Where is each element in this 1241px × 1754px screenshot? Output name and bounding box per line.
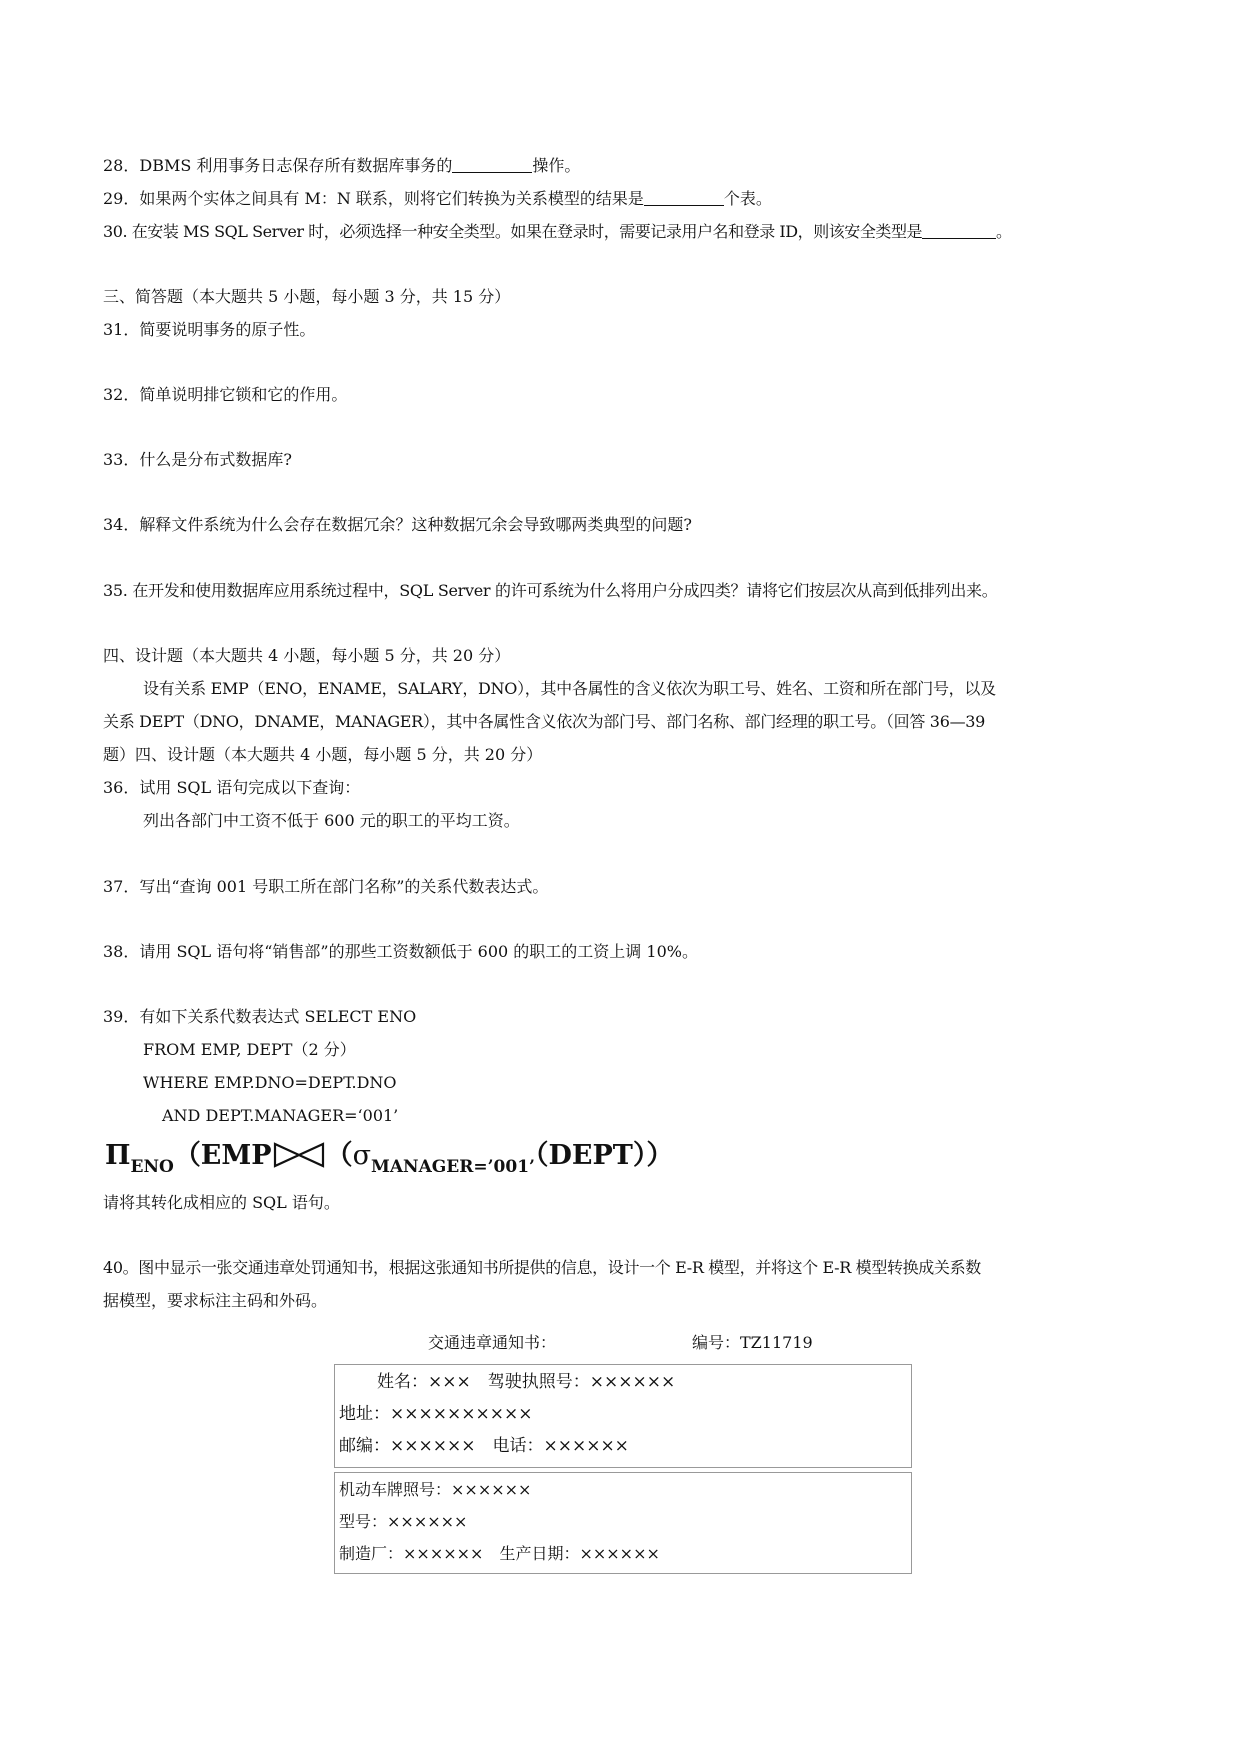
question-37: 37．写出“查询 001 号职工所在部门名称”的关系代数表达式。 [103, 877, 549, 896]
design-intro-line-2: 关系 DEPT（DNO，DNAME，MANAGER），其中各属性含义依次为部门号、部门名称、部门经理的职工号。（回答 36—39 [103, 712, 986, 731]
question-36: 36．试用 SQL 语句完成以下查询： [103, 778, 361, 797]
vehicle-plate: 机动车牌照号：×××××× [339, 1480, 532, 1499]
answer-blank [922, 222, 996, 239]
sql-and-clause: AND DEPT.MANAGER=‘001’ [162, 1106, 399, 1125]
formula-paren: （ [325, 1140, 353, 1171]
vehicle-model: 型号：×××××× [339, 1512, 468, 1531]
notice-vehicle-box [334, 1472, 912, 1574]
design-intro-line-1: 设有关系 EMP（ENO，ENAME，SALARY，DNO），其中各属性的含义依次为职工号、姓名、工资和所在部门号，以及 [143, 679, 996, 698]
question-30-tail: 。 [996, 222, 1012, 241]
question-39: 39．有如下关系代数表达式 SELECT ENO [103, 1007, 417, 1026]
question-40-line-2: 据模型，要求标注主码和外码。 [103, 1291, 328, 1310]
question-29-tail: 个表。 [723, 189, 772, 208]
answer-blank [452, 156, 532, 173]
driver-name-license: 姓名：××× 驾驶执照号：×××××× [377, 1372, 676, 1392]
question-40-line-1: 40。图中显示一张交通违章处罚通知书，根据这张通知书所提供的信息，设计一个 E-R 模型，并将这个 E-R 模型转换成关系数 [103, 1258, 981, 1277]
projection-symbol: Π [105, 1140, 131, 1171]
question-36-detail: 列出各部门中工资不低于 600 元的职工的平均工资。 [143, 811, 520, 830]
section-4-heading: 四、设计题（本大题共 4 小题，每小题 5 分，共 20 分） [103, 646, 511, 665]
selection-symbol: σ [352, 1140, 372, 1171]
question-32: 32．简单说明排它锁和它的作用。 [103, 385, 348, 404]
notice-number: 编号：TZ11719 [692, 1333, 813, 1352]
formula-emp: （EMP [173, 1140, 272, 1171]
design-intro-line-3: 题）四、设计题（本大题共 4 小题，每小题 5 分，共 20 分） [103, 745, 543, 764]
sql-where-clause: WHERE EMP.DNO=DEPT.DNO [143, 1073, 397, 1092]
natural-join-icon [272, 1142, 326, 1168]
question-38: 38．请用 SQL 语句将“销售部”的那些工资数额低于 600 的职工的工资上调 10%。 [103, 942, 698, 961]
vehicle-maker-date: 制造厂：×××××× 生产日期：×××××× [339, 1544, 660, 1563]
relational-algebra-formula [105, 1136, 673, 1187]
driver-postcode-phone: 邮编：×××××× 电话：×××××× [339, 1436, 629, 1456]
notice-title: 交通违章通知书： [428, 1333, 557, 1352]
formula-dept: （DEPT）） [534, 1140, 674, 1171]
driver-address: 地址：×××××××××× [339, 1404, 533, 1424]
question-35: 35. 在开发和使用数据库应用系统过程中，SQL Server 的许可系统为什么将用户分成四类？请将它们按层次从高到低排列出来。 [103, 581, 998, 600]
question-29 [103, 188, 772, 210]
question-29-text: 29．如果两个实体之间具有 M：N 联系，则将它们转换为关系模型的结果是 [103, 189, 644, 208]
question-30-text: 30. 在安装 MS SQL Server 时，必须选择一种安全类型。如果在登录时，需要记录用户名和登录 ID，则该安全类型是 [103, 222, 923, 241]
question-28-text: 28．DBMS 利用事务日志保存所有数据库事务的 [103, 156, 453, 175]
answer-blank [644, 189, 724, 206]
question-31: 31．简要说明事务的原子性。 [103, 320, 316, 339]
question-39-ask: 请将其转化成相应的 SQL 语句。 [103, 1193, 340, 1212]
notice-driver-box [334, 1364, 912, 1468]
question-28 [103, 155, 580, 177]
question-30 [103, 221, 1012, 243]
question-34: 34．解释文件系统为什么会存在数据冗余？这种数据冗余会导致哪两类典型的问题? [103, 515, 692, 534]
question-33: 33．什么是分布式数据库? [103, 450, 292, 469]
selection-condition: MANAGER=’001’ [371, 1157, 535, 1177]
projection-attribute: ENO [130, 1157, 174, 1177]
section-3-heading: 三、简答题（本大题共 5 小题，每小题 3 分，共 15 分） [103, 287, 511, 306]
question-28-tail: 操作。 [532, 156, 581, 175]
sql-from-clause: FROM EMP, DEPT（2 分） [143, 1040, 356, 1059]
